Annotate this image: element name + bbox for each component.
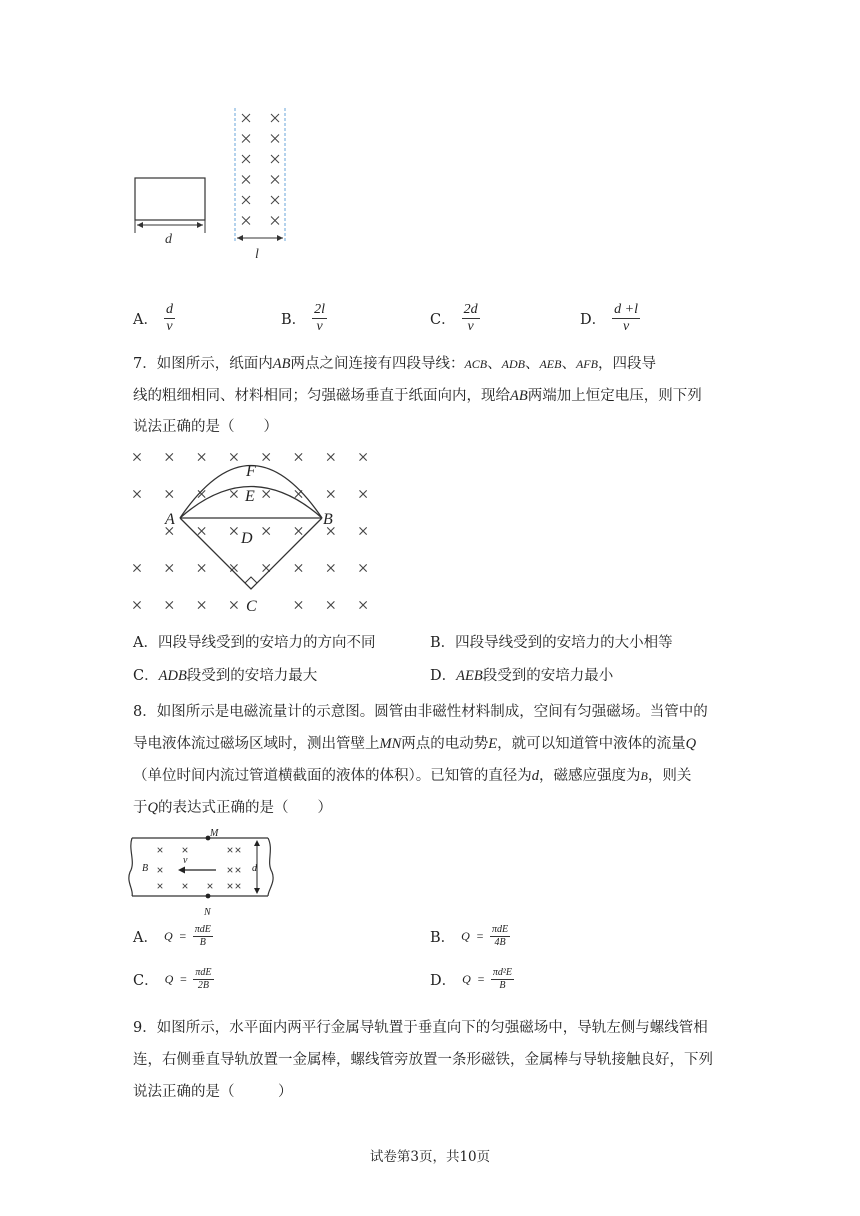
page-footer: 试卷第3页，共10页	[369, 1149, 491, 1165]
label-v: v	[183, 855, 188, 866]
q8-option-b[interactable]: B． Q = $\frac{\text{πdE}}{4B}$	[430, 924, 509, 948]
field-crosses	[242, 114, 279, 225]
field-cross-icon	[158, 848, 163, 853]
field-cross-icon	[198, 527, 205, 534]
field-cross-icon	[295, 527, 302, 534]
field-cross-icon	[271, 114, 279, 122]
coil-rectangle	[135, 178, 205, 220]
q6-option-b[interactable]: B． $\frac{2l}{v}$	[281, 302, 326, 334]
field-cross-icon	[242, 155, 250, 163]
field-cross-icon	[230, 453, 237, 460]
label-d: D	[241, 530, 253, 547]
field-cross-icon	[166, 601, 173, 608]
label-f: F	[246, 463, 256, 480]
q9-line-1: 9．如图所示，水平面内两平行金属导轨置于垂直向下的匀强磁场中，导轨左侧与螺线管相	[133, 1020, 708, 1036]
q7-option-d[interactable]: D．AEB段受到的安培力最小	[430, 668, 614, 684]
field-cross-icon	[263, 527, 270, 534]
label-l: l	[255, 247, 259, 262]
field-cross-icon	[183, 848, 188, 853]
field-cross-icon	[133, 601, 140, 608]
label-m: M	[210, 828, 219, 839]
field-cross-icon	[360, 527, 367, 534]
label-a: A	[165, 511, 175, 528]
field-cross-icon	[228, 884, 233, 889]
q6-option-c[interactable]: C． $\frac{2d}{v}$	[430, 302, 478, 334]
field-cross-icon	[360, 601, 367, 608]
field-cross-icon	[295, 453, 302, 460]
figure-q6	[125, 100, 305, 265]
figure-q8	[126, 826, 276, 920]
field-cross-icon	[230, 564, 237, 571]
q8-option-a[interactable]: A． Q = $\frac{\text{πdE}}{B}$	[133, 924, 211, 948]
field-cross-icon	[271, 176, 279, 184]
field-cross-icon	[133, 453, 140, 460]
q8-line-3: （单位时间内流过管道横截面的液体的体积）。已知管的直径为d，磁感应强度为B，则关	[133, 768, 692, 784]
field-cross-icon	[327, 453, 334, 460]
q8-option-d[interactable]: D． Q = $\frac{\text{πd²E}}{B}$	[430, 967, 513, 991]
field-cross-icon	[166, 453, 173, 460]
field-cross-icon	[166, 527, 173, 534]
label-d: d	[165, 232, 172, 247]
field-cross-icon	[230, 490, 237, 497]
q9-line-3: 说法正确的是（ ）	[133, 1084, 293, 1100]
field-cross-icon	[166, 564, 173, 571]
field-cross-icon	[271, 196, 279, 204]
field-cross-icon	[242, 114, 250, 122]
field-cross-icon	[360, 453, 367, 460]
field-cross-icon	[360, 564, 367, 571]
q6-option-a[interactable]: A． $\frac{d}{v}$	[133, 302, 173, 334]
field-cross-icon	[242, 176, 250, 184]
electrode-n	[206, 894, 211, 899]
field-cross-icon	[271, 135, 279, 143]
field-cross-icon	[133, 490, 140, 497]
field-cross-icon	[263, 453, 270, 460]
field-crosses	[158, 848, 241, 889]
q7-line-1: 7．如图所示，纸面内AB两点之间连接有四段导线：ACB、ADB、AEB、AFB，四段导	[133, 356, 656, 372]
field-cross-icon	[158, 868, 163, 873]
field-cross-icon	[166, 490, 173, 497]
field-cross-icon	[327, 564, 334, 571]
label-b: B	[323, 511, 333, 528]
q8-option-c[interactable]: C． Q = $\frac{\text{πdE}}{2B}$	[133, 967, 212, 991]
label-b: B	[142, 863, 149, 874]
q8-line-2: 导电液体流过磁场区域时，测出管壁上MN两点的电动势E，就可以知道管中液体的流量Q	[133, 736, 697, 752]
field-cross-icon	[295, 564, 302, 571]
field-cross-icon	[295, 601, 302, 608]
q8-line-1: 8．如图所示是电磁流量计的示意图。圆管由非磁性材料制成，空间有匀强磁场。当管中的	[133, 704, 708, 720]
field-cross-icon	[242, 135, 250, 143]
field-cross-icon	[263, 490, 270, 497]
label-d: d	[252, 863, 257, 874]
field-cross-icon	[228, 868, 233, 873]
field-cross-icon	[230, 601, 237, 608]
field-cross-icon	[327, 601, 334, 608]
field-cross-icon	[133, 564, 140, 571]
field-cross-icon	[236, 868, 241, 873]
q7-line-2: 线的粗细相同、材料相同；匀强磁场垂直于纸面向内，现给AB两端加上恒定电压，则下列	[133, 388, 702, 404]
label-n: N	[204, 907, 211, 918]
q9-line-2: 连，右侧垂直导轨放置一金属棒，螺线管旁放置一条形磁铁，金属棒与导轨接触良好，下列	[133, 1052, 713, 1068]
field-cross-icon	[183, 884, 188, 889]
field-cross-icon	[158, 884, 163, 889]
q6-option-d[interactable]: D． $\frac{d +l}{v}$	[580, 302, 638, 334]
field-cross-icon	[242, 217, 250, 225]
label-c: C	[246, 598, 257, 615]
field-cross-icon	[198, 564, 205, 571]
field-cross-icon	[208, 884, 213, 889]
q8-line-4: 于Q的表达式正确的是（ ）	[133, 800, 332, 816]
field-cross-icon	[236, 848, 241, 853]
field-cross-icon	[271, 155, 279, 163]
field-cross-icon	[230, 527, 237, 534]
field-cross-icon	[327, 490, 334, 497]
field-cross-icon	[360, 490, 367, 497]
q7-option-b[interactable]: B．四段导线受到的安培力的大小相等	[430, 635, 673, 651]
figure-q7	[125, 445, 385, 620]
field-cross-icon	[271, 217, 279, 225]
field-cross-icon	[228, 848, 233, 853]
field-cross-icon	[242, 196, 250, 204]
label-e: E	[245, 488, 255, 505]
q7-option-c[interactable]: C．ADB段受到的安培力最大	[133, 668, 318, 684]
q7-line-3: 说法正确的是（ ）	[133, 419, 278, 435]
field-cross-icon	[236, 884, 241, 889]
q7-option-a[interactable]: A．四段导线受到的安培力的方向不同	[133, 635, 376, 651]
field-cross-icon	[198, 601, 205, 608]
field-cross-icon	[327, 527, 334, 534]
field-cross-icon	[198, 453, 205, 460]
